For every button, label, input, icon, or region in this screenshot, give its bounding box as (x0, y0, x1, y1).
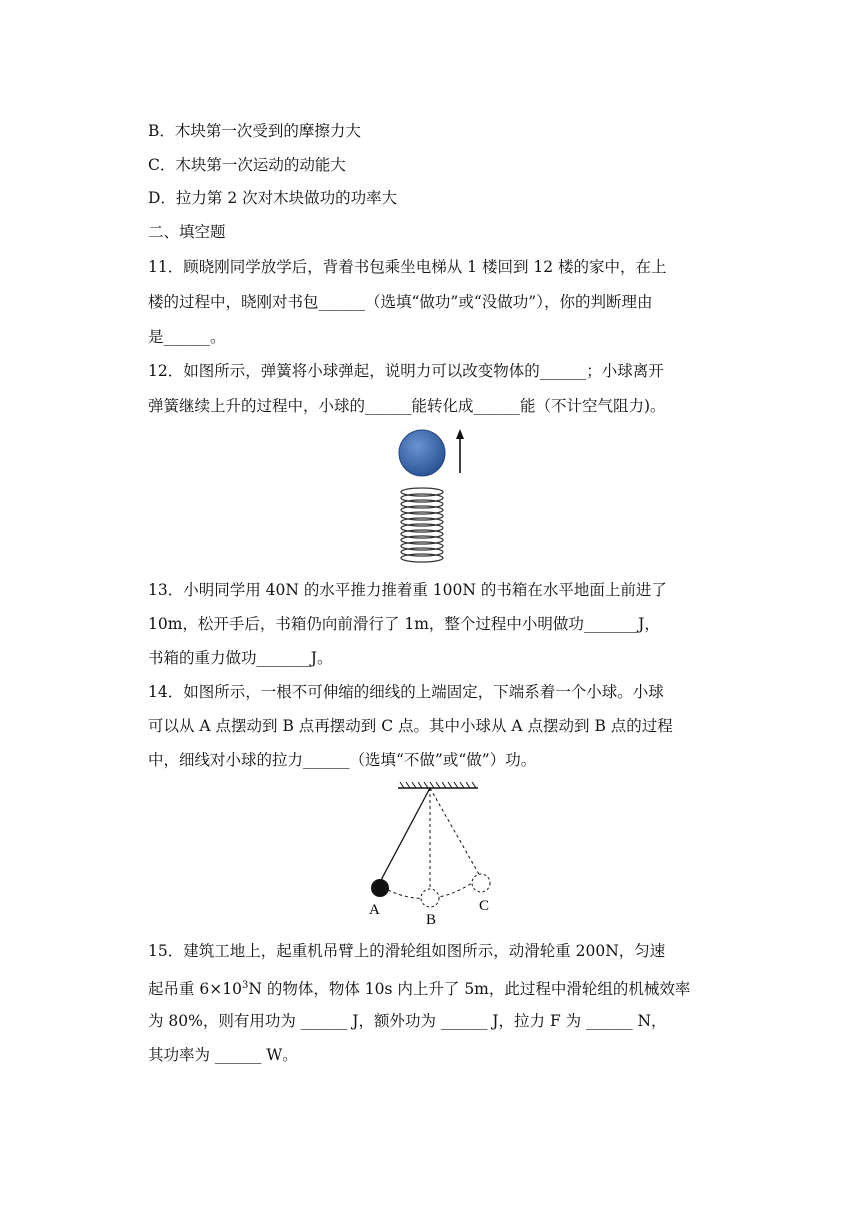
q15-line2-post: N 的物体，物体 10s 内上升了 5m，此过程中滑轮组的机械效率 (248, 980, 691, 999)
section-title: 二、填空题 (148, 223, 226, 241)
q12-line1: 12．如图所示，弹簧将小球弹起，说明力可以改变物体的______；小球离开 (148, 362, 664, 380)
q14-line2: 可以从 A 点摆动到 B 点再摆动到 C 点。其中小球从 A 点摆动到 B 点的过程 (148, 717, 673, 735)
option-c: C．木块第一次运动的动能大 (148, 156, 346, 174)
string-c (430, 788, 480, 876)
q11-line1: 11．顾晓刚同学放学后，背着书包乘坐电梯从 1 楼回到 12 楼的家中，在上 (148, 258, 667, 276)
ball-b (421, 889, 439, 907)
ceiling (398, 782, 478, 788)
option-d: D．拉力第 2 次对木块做功的功率大 (148, 189, 398, 207)
label-b: B (426, 912, 437, 928)
q13-line1: 13．小明同学用 40N 的水平推力推着重 100N 的书箱在水平地面上前进了 (148, 581, 667, 599)
label-c: C (479, 898, 490, 914)
q11-line2: 楼的过程中，晓刚对书包______（选填“做功”或“没做功”），你的判断理由 (148, 293, 653, 311)
option-b: B．木块第一次受到的摩擦力大 (148, 122, 361, 140)
q12-line2: 弹簧继续上升的过程中，小球的______能转化成______能（不计空气阻力)。 (148, 397, 666, 415)
q13-line2: 10m，松开手后，书箱仍向前滑行了 1m，整个过程中小明做功_______J， (148, 615, 660, 633)
q15-line3: 为 80%，则有用功为 ______ J，额外功为 ______ J，拉力 F 为 ______ N， (148, 1012, 667, 1030)
pendulum-figure (360, 780, 510, 930)
q15-exponent: 3 (242, 980, 249, 991)
spring-ball-figure (385, 425, 475, 567)
string-a (380, 788, 430, 882)
up-arrow-icon (456, 429, 464, 473)
q13-line3: 书箱的重力做功_______J。 (148, 649, 333, 667)
label-a: A (369, 902, 380, 918)
q15-line2 (148, 976, 690, 999)
ball (399, 430, 445, 476)
q11-line3: 是______。 (148, 328, 226, 346)
ball-c (472, 874, 490, 892)
q14-line1: 14．如图所示，一根不可伸缩的细线的上端固定，下端系着一个小球。小球 (148, 683, 664, 701)
ball-a (371, 879, 389, 897)
q15-line4: 其功率为 ______ W。 (148, 1046, 298, 1064)
q15-line1: 15．建筑工地上，起重机吊臂上的滑轮组如图所示，动滑轮重 200N，匀速 (148, 942, 666, 960)
spring (401, 488, 443, 562)
q14-line3: 中，细线对小球的拉力______（选填“不做”或“做”）功。 (148, 751, 537, 769)
q15-line2-pre: 起吊重 6×10 (148, 980, 242, 999)
